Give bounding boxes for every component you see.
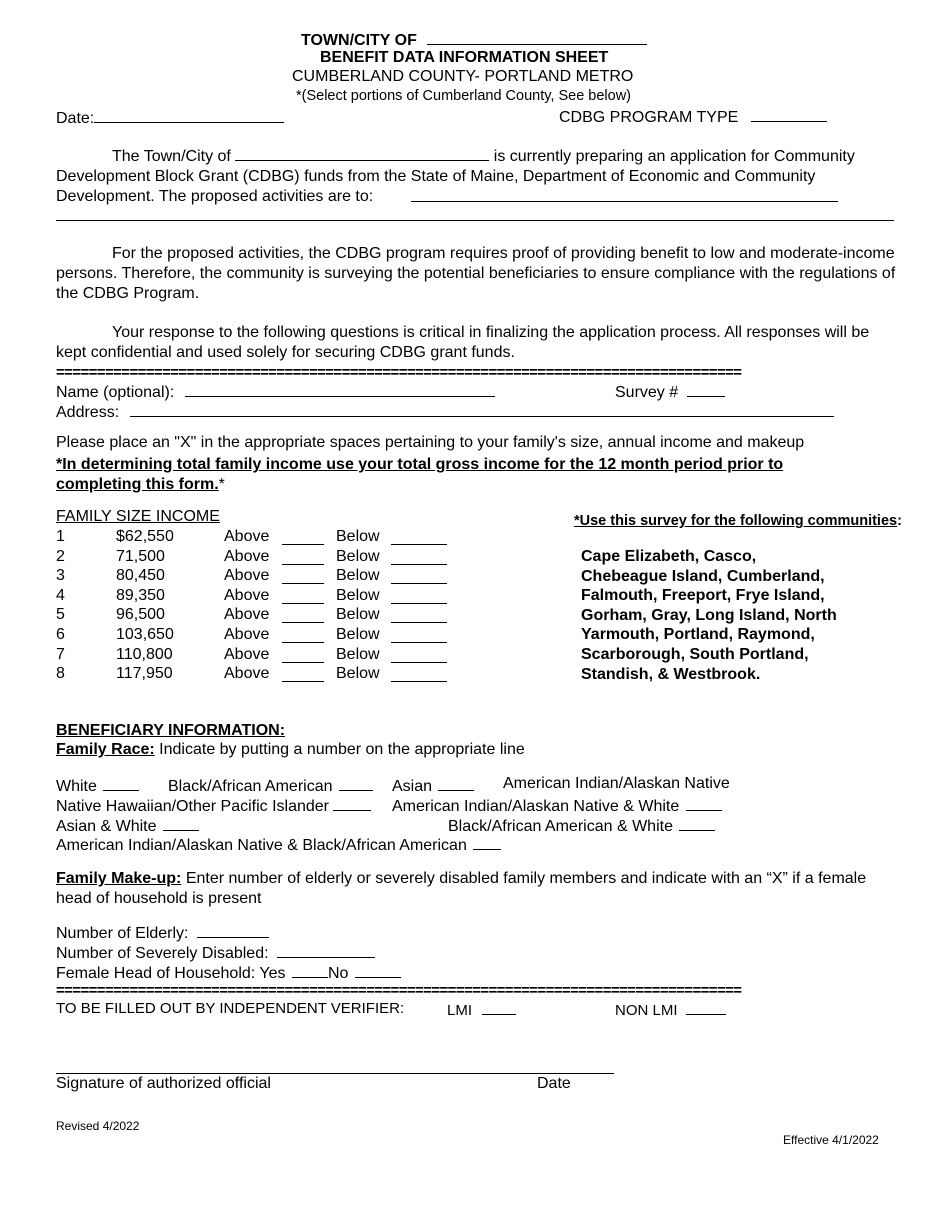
below-checkbox-field[interactable] [391, 606, 447, 623]
below-checkbox-field[interactable] [391, 587, 447, 604]
communities-heading-text: *Use this survey for the following communities [574, 513, 898, 529]
community-line: Gorham, Gray, Long Island, North [581, 606, 837, 624]
income-row [56, 528, 476, 548]
income-row [56, 567, 476, 587]
income-limit: 103,650 [116, 626, 174, 643]
female-head-line [56, 963, 401, 982]
above-checkbox-field[interactable] [282, 548, 324, 565]
below-checkbox-field[interactable] [391, 665, 447, 682]
address-line [56, 402, 834, 421]
income-limit: $62,550 [116, 528, 174, 545]
town-title-line [301, 30, 647, 49]
intro-town-field[interactable] [235, 146, 489, 161]
community-line: Yarmouth, Portland, Raymond, [581, 626, 815, 644]
address-label: Address: [56, 404, 120, 421]
income-table-header: FAMILY SIZE INCOME [56, 508, 220, 525]
below-label: Below [336, 645, 380, 663]
race-label: Family Race: [56, 741, 155, 758]
race-native-hawaiian-field[interactable] [333, 796, 371, 811]
survey-line [615, 382, 725, 401]
communities-heading [574, 511, 902, 531]
community-line: Standish, & Westbrook. [581, 665, 761, 683]
communities-list [581, 547, 837, 684]
above-label: Above [224, 528, 270, 545]
intro-paragraph [56, 146, 896, 207]
race-ai-black-label: American Indian/Alaskan Native & Black/African American [56, 837, 467, 854]
race-asian-white [56, 816, 199, 835]
race-asian [392, 776, 474, 795]
below-label: Below [336, 528, 380, 545]
race-white-field[interactable] [103, 776, 139, 791]
community-line: Cape Elizabeth, Casco, [581, 548, 757, 565]
female-head-yes-field[interactable] [292, 963, 328, 978]
disabled-field[interactable] [277, 943, 375, 958]
community-line: Falmouth, Freeport, Frye Island, [581, 587, 825, 605]
above-checkbox-field[interactable] [282, 646, 324, 663]
race-ai-white [392, 796, 722, 815]
race-black-white-label: Black/African American & White [448, 818, 673, 835]
income-row [56, 606, 476, 626]
female-head-label: Female Head of Household: Yes [56, 965, 286, 982]
community-line: Chebeague Island, Cumberland, [581, 567, 825, 585]
beneficiary-heading: BENEFICIARY INFORMATION: [56, 722, 286, 739]
income-limit: 96,500 [116, 606, 165, 624]
family-size: 6 [56, 626, 65, 643]
below-label: Below [336, 626, 380, 643]
race-black [168, 776, 373, 795]
name-line [56, 382, 495, 401]
below-label: Below [336, 547, 380, 565]
makeup-label: Family Make-up: [56, 870, 182, 887]
survey-number-field[interactable] [687, 382, 725, 397]
race-ai-black-field[interactable] [473, 835, 501, 850]
race-black-white-field[interactable] [679, 816, 715, 831]
below-label: Below [336, 665, 380, 683]
race-asian-field[interactable] [438, 776, 474, 791]
below-label: Below [336, 586, 380, 604]
above-checkbox-field[interactable] [282, 528, 324, 545]
name-label: Name (optional): [56, 384, 175, 401]
race-native-hawaiian [56, 796, 371, 815]
elderly-label: Number of Elderly: [56, 925, 189, 942]
signature-date-label: Date [537, 1075, 571, 1092]
race-black-white [448, 816, 715, 835]
signature-label: Signature of authorized official [56, 1075, 271, 1092]
program-type-field[interactable] [751, 107, 827, 122]
income-limit: 117,950 [116, 665, 173, 683]
below-checkbox-field[interactable] [391, 646, 447, 663]
disabled-label: Number of Severely Disabled: [56, 945, 269, 962]
makeup-instruction: Enter number of elderly or severely disabled family members and indicate with an “X” if a female head of household is present [56, 870, 867, 907]
family-size: 3 [56, 567, 65, 585]
form-title: BENEFIT DATA INFORMATION SHEET [320, 49, 609, 66]
confidentiality-paragraph [56, 323, 896, 363]
income-row [56, 665, 476, 685]
verifier-line [56, 1001, 404, 1016]
county-title: CUMBERLAND COUNTY- PORTLAND METRO [292, 68, 634, 85]
income-row [56, 548, 476, 568]
above-checkbox-field[interactable] [282, 606, 324, 623]
revised-note: Revised 4/2022 [56, 1119, 140, 1133]
lmi-label: LMI [447, 1002, 473, 1019]
race-ai-white-field[interactable] [686, 796, 722, 811]
female-head-no-field[interactable] [355, 963, 401, 978]
date-field[interactable] [94, 108, 284, 123]
verifier-label: TO BE FILLED OUT BY INDEPENDENT VERIFIER: [56, 1000, 405, 1017]
race-american-indian: American Indian/Alaskan Native [503, 775, 730, 792]
below-checkbox-field[interactable] [391, 626, 447, 643]
above-label: Above [224, 626, 270, 643]
intro-text: is currently preparing an application for Community Development Block Grant (CDBG) funds from the State of Maine, Department of Economic and Community Development. The proposed activities are to: [56, 148, 855, 205]
family-size: 2 [56, 547, 65, 565]
race-instruction: Indicate by putting a number on the appropriate line [159, 741, 525, 758]
race-black-field[interactable] [339, 776, 373, 791]
family-size: 7 [56, 645, 65, 663]
above-label: Above [224, 665, 270, 683]
race-white-label: White [56, 778, 97, 795]
below-label: Below [336, 567, 380, 585]
activities-field[interactable] [411, 201, 838, 202]
income-instruction [56, 455, 856, 495]
cdbg-requirement-text: For the proposed activities, the CDBG program requires proof of providing benefit to low and moderate-income persons. Therefore, the community is surveying the potential beneficiaries to ensure compliance with the regulations of the CDBG Program. [56, 245, 896, 302]
race-native-hawaiian-label: Native Hawaiian/Other Pacific Islander [56, 798, 330, 815]
address-field[interactable] [130, 402, 834, 417]
above-checkbox-field[interactable] [282, 626, 324, 643]
income-limit: 80,450 [116, 567, 165, 585]
income-row [56, 587, 476, 607]
non-lmi-label: NON LMI [615, 1002, 678, 1019]
above-label: Above [224, 586, 270, 604]
town-name-field[interactable] [427, 30, 647, 45]
race-black-label: Black/African American [168, 778, 333, 795]
cdbg-requirement-paragraph [56, 244, 896, 304]
above-checkbox-field[interactable] [282, 587, 324, 604]
above-label: Above [224, 645, 270, 663]
above-checkbox-field[interactable] [282, 567, 324, 584]
survey-label: Survey # [615, 384, 679, 401]
communities-heading-colon: : [897, 513, 902, 529]
non-lmi-line [615, 1001, 726, 1018]
income-limit: 71,500 [116, 547, 165, 565]
below-checkbox-field[interactable] [391, 548, 447, 565]
makeup-paragraph [56, 869, 886, 909]
race-ai-black [56, 835, 501, 854]
race-asian-label: Asian [392, 778, 433, 795]
community-line: Scarborough, South Portland, [581, 645, 809, 663]
below-label: Below [336, 606, 380, 624]
activities-field-line2[interactable] [56, 220, 894, 221]
date-line [56, 108, 284, 127]
race-ai-white-label: American Indian/Alaskan Native & White [392, 798, 680, 815]
elderly-line [56, 923, 269, 942]
lmi-field[interactable] [482, 1001, 516, 1015]
income-limit: 89,350 [116, 586, 165, 604]
lmi-line [447, 1001, 516, 1018]
family-size: 8 [56, 665, 65, 683]
family-size: 1 [56, 528, 65, 545]
separator-top: ==================================================================================== [56, 365, 742, 380]
signature-field[interactable] [56, 1073, 614, 1074]
family-size: 4 [56, 586, 65, 604]
family-size: 5 [56, 606, 65, 624]
income-instruction-bold: *In determining total family income use your total gross income for the 12 month period prior to completing this form. [56, 456, 784, 493]
county-note: *(Select portions of Cumberland County, See below) [296, 88, 632, 104]
intro-town-label: The Town/City of [112, 148, 231, 165]
above-checkbox-field[interactable] [282, 665, 324, 682]
program-type-line [559, 107, 827, 126]
above-label: Above [224, 547, 270, 565]
non-lmi-field[interactable] [686, 1001, 726, 1015]
effective-note: Effective 4/1/2022 [783, 1133, 879, 1147]
name-field[interactable] [185, 382, 495, 397]
separator-bottom: ==================================================================================== [56, 983, 742, 998]
race-white [56, 776, 139, 795]
below-checkbox-field[interactable] [391, 528, 447, 545]
race-asian-white-label: Asian & White [56, 818, 157, 835]
date-label: Date: [56, 110, 95, 127]
above-label: Above [224, 606, 270, 624]
program-type-label: CDBG PROGRAM TYPE [559, 109, 739, 126]
elderly-field[interactable] [197, 923, 269, 938]
income-limit: 110,800 [116, 645, 173, 663]
income-row [56, 646, 476, 666]
income-row [56, 626, 476, 646]
female-head-no-label: No [327, 965, 349, 982]
instructions-line: Please place an "X" in the appropriate spaces pertaining to your family's size, annual income and makeup [56, 434, 805, 451]
town-label: TOWN/CITY OF [301, 32, 417, 49]
disabled-line [56, 943, 375, 962]
race-asian-white-field[interactable] [163, 816, 199, 831]
income-instruction-asterisk: * [218, 476, 225, 493]
below-checkbox-field[interactable] [391, 567, 447, 584]
above-label: Above [224, 567, 270, 585]
race-line [56, 742, 525, 758]
confidentiality-text: Your response to the following questions is critical in finalizing the application process. All responses will be kept confidential and used solely for securing CDBG grant funds. [56, 324, 870, 361]
